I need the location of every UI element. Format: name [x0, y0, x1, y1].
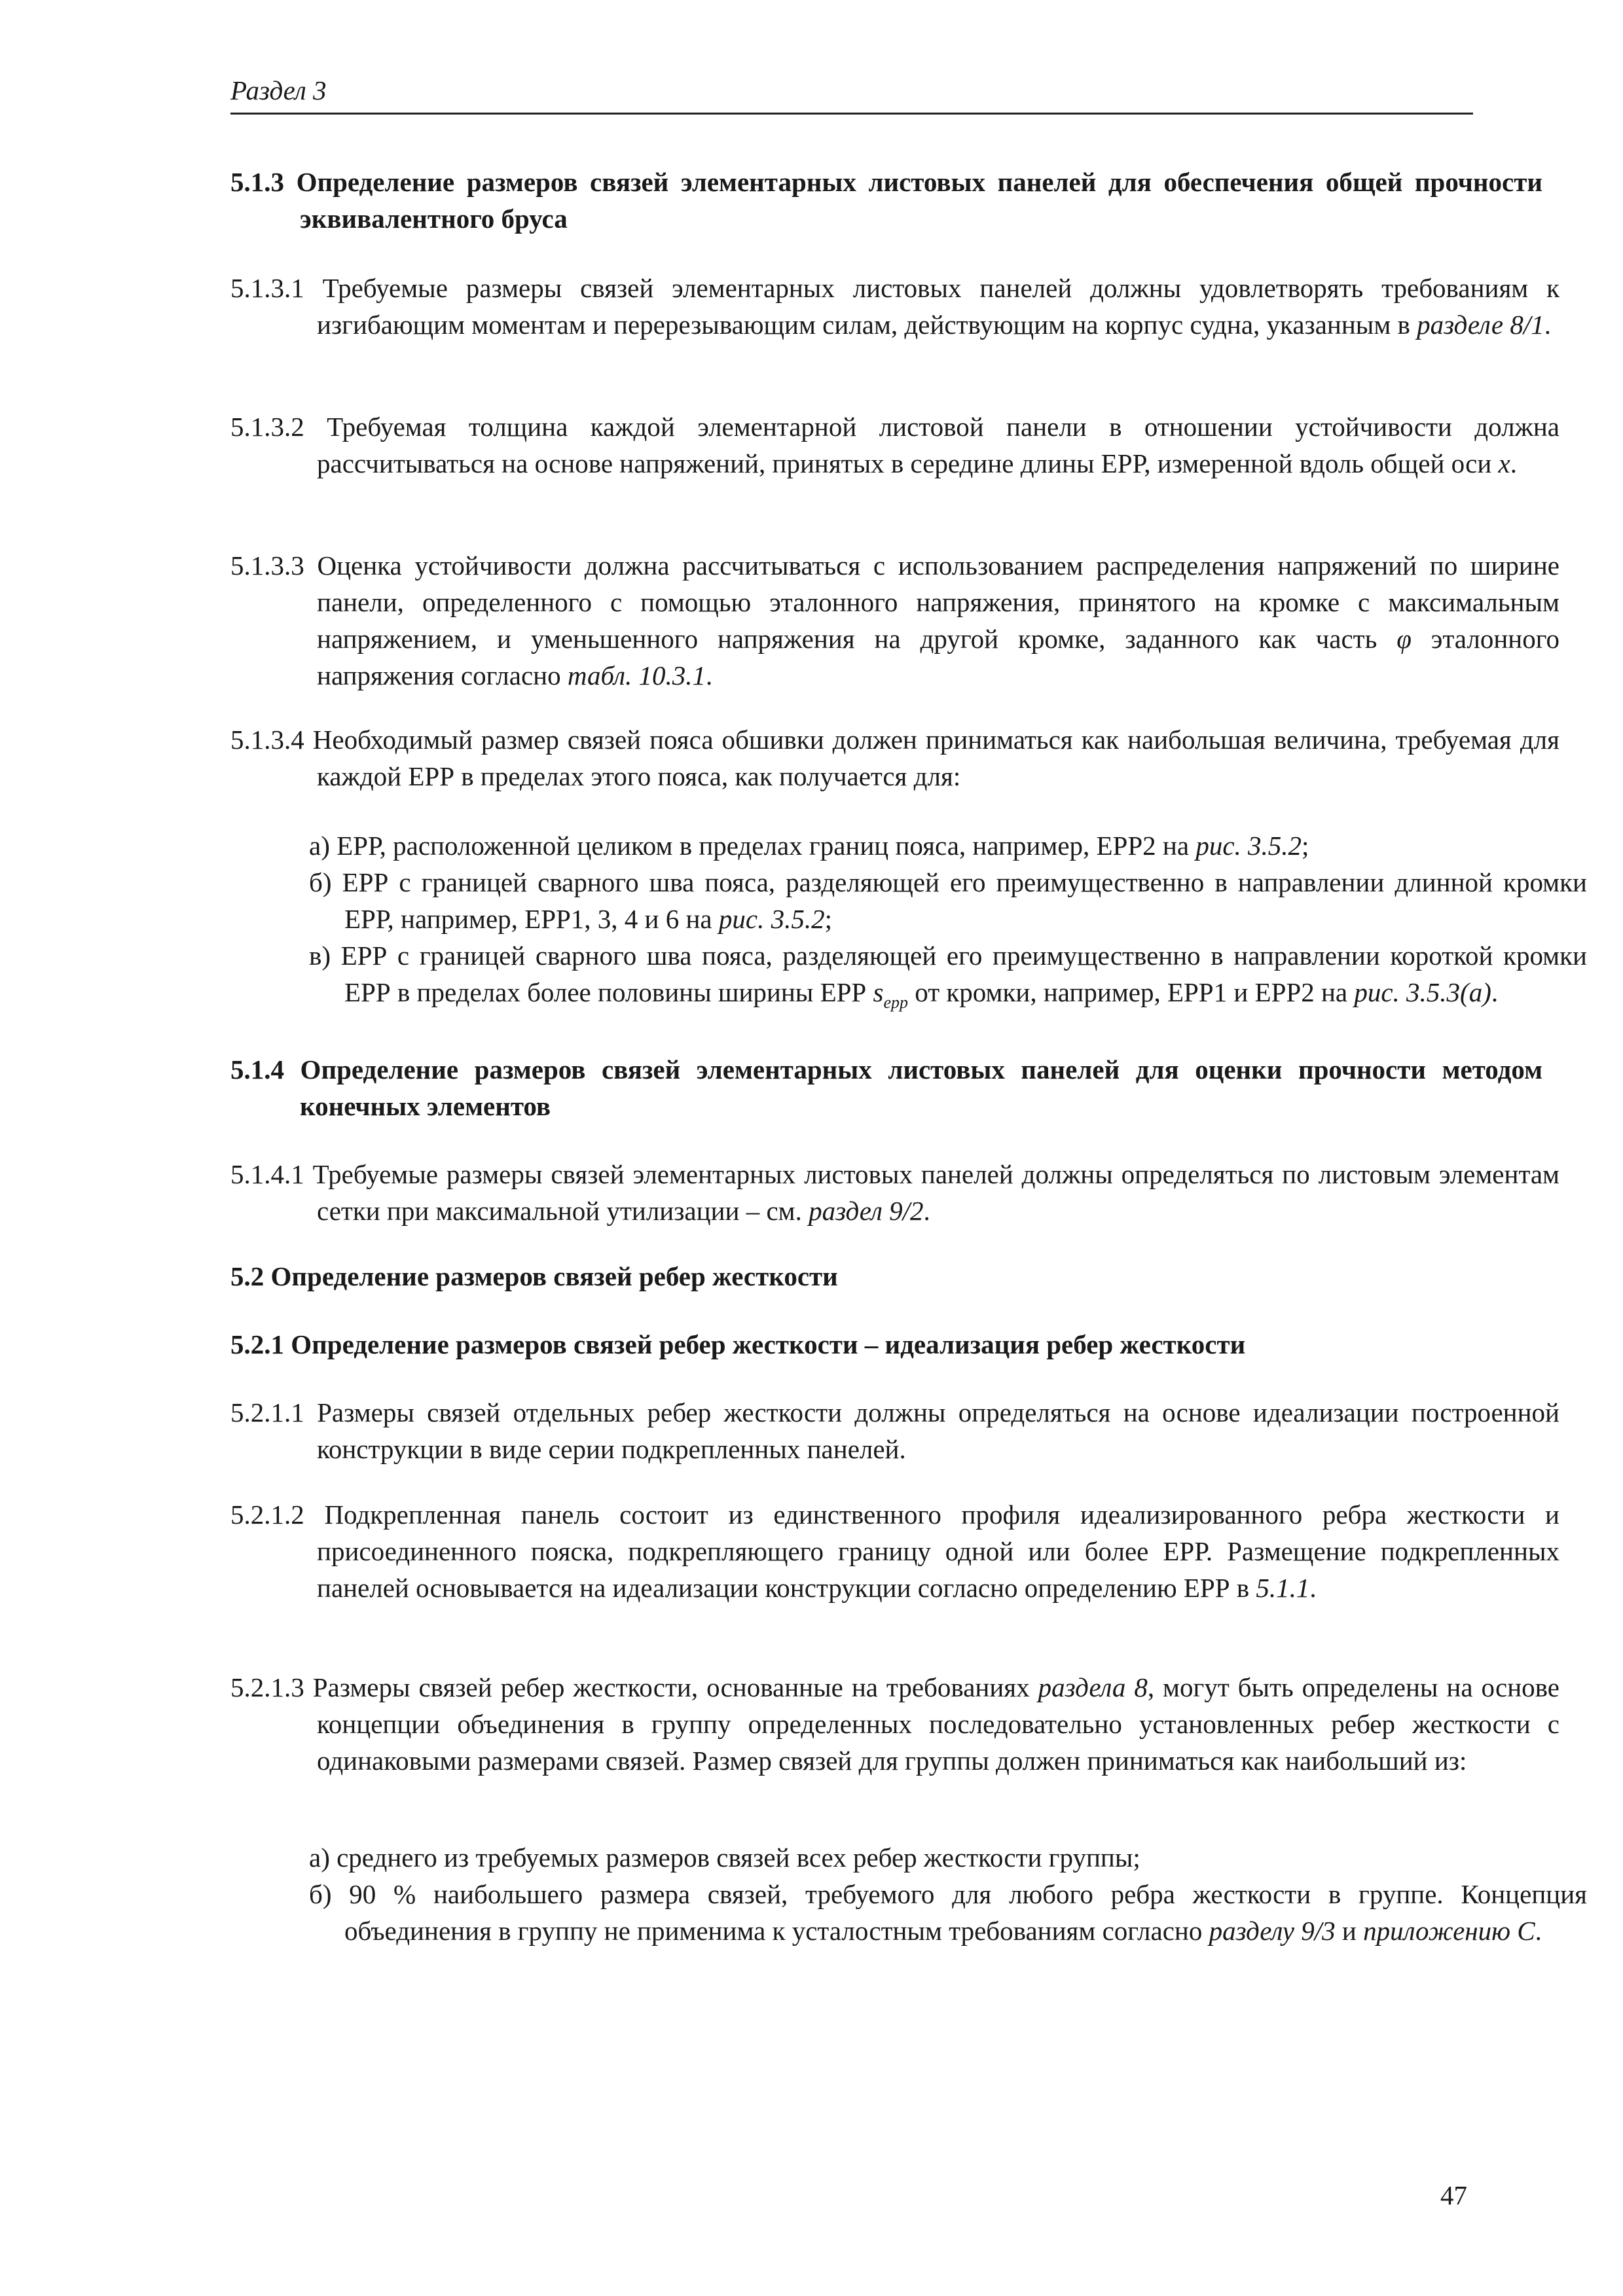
cross-reference: приложению С	[1363, 1916, 1535, 1946]
para-5-2-1-1: 5.2.1.1 Размеры связей отдельных ребер жесткости должны определяться на основе идеализации построенной конструкции в виде серии подкрепленных панелей.	[230, 1397, 1560, 1464]
cross-reference: разделу 9/3	[1209, 1916, 1336, 1946]
cross-reference: табл. 10.3.1	[567, 660, 706, 691]
section-label: Раздел 3	[230, 75, 327, 105]
cross-reference: рис. 3.5.2	[718, 904, 825, 934]
running-header	[230, 72, 1473, 115]
para-5-1-3-1: 5.1.3.1 Требуемые размеры связей элементарных листовых панелей должны удовлетворять требованиям к изгибающим моментам и перерезывающим силам, действующим на корпус судна, указанным в разделе 8/1.	[230, 273, 1560, 340]
cross-reference: раздела 8	[1038, 1672, 1148, 1702]
heading-5-2-1: 5.2.1 Определение размеров связей ребер жесткости – идеализация ребер жесткости	[230, 1329, 1246, 1359]
para-5-1-4-1: 5.1.4.1 Требуемые размеры связей элементарных листовых панелей должны определяться по листовым элементам сетки при максимальной утилизации – см. раздел 9/2.	[230, 1159, 1560, 1226]
page-number: 47	[1440, 2180, 1467, 2210]
cross-reference: раздел 9/2	[809, 1196, 924, 1226]
heading-5-2: 5.2 Определение размеров связей ребер жесткости	[230, 1261, 838, 1291]
cross-reference: рис. 3.5.2	[1195, 831, 1302, 861]
para-5-1-3-4: 5.1.3.4 Необходимый размер связей пояса обшивки должен приниматься как наибольшая величина, требуемая для каждой ЕРР в пределах этого пояса, как получается для:	[230, 725, 1559, 791]
cross-reference: разделе 8/1	[1417, 310, 1544, 340]
list-item-a: а) ЕРР, расположенной целиком в пределах границ пояса, например, ЕРР2 на рис. 3.5.2;	[309, 831, 1309, 861]
list-item-b: б) ЕРР с границей сварного шва пояса, разделяющей его преимущественно в направлении длинной кромки ЕРР, например, ЕРР1, 3, 4 и 6 на рис. 3.5.2;	[309, 867, 1587, 934]
para-5-2-1-3: 5.2.1.3 Размеры связей ребер жесткости, основанные на требованиях раздела 8, могут быть определены на основе концепции объединения в группу определенных последовательно установленных ребер жесткости с одинаковыми размерами связей. Размер связей для группы должен приниматься как наибольший из:	[230, 1672, 1560, 1776]
list-item-b-2: б) 90 % наибольшего размера связей, требуемого для любого ребра жесткости в группе. Концепция объединения в группу не применима к усталостным требованиям согласно разделу 9/3 и приложению С.	[309, 1879, 1587, 1946]
para-5-1-3-3: 5.1.3.3 Оценка устойчивости должна рассчитываться с использованием распределения напряжений по ширине панели, определенного с помощью эталонного напряжения, принятого на кромке с максимальным напряжением, и уменьшенного напряжения на другой кромке, заданного как часть φ эталонного напряжения согласно табл. 10.3.1.	[230, 550, 1560, 691]
cross-reference: 5.1.1	[1256, 1573, 1310, 1603]
heading-5-1-4: 5.1.4 Определение размеров связей элементарных листовых панелей для оценки прочности методом конечных элементов	[230, 1054, 1542, 1121]
para-5-1-3-2: 5.1.3.2 Требуемая толщина каждой элементарной листовой панели в отношении устойчивости должна рассчитываться на основе напряжений, принятых в середине длины ЕРР, измеренной вдоль общей оси x.	[230, 412, 1559, 478]
cross-reference: рис. 3.5.3(a)	[1354, 977, 1491, 1007]
para-5-2-1-2: 5.2.1.2 Подкрепленная панель состоит из единственного профиля идеализированного ребра жесткости и присоединенного пояска, подкрепляющего границу одной или более ЕРР. Размещение подкрепленных панелей основывается на идеализации конструкции согласно определению ЕРР в 5.1.1.	[230, 1499, 1559, 1603]
list-item-a-2: а) среднего из требуемых размеров связей всех ребер жесткости группы;	[309, 1842, 1140, 1873]
heading-5-1-3: 5.1.3 Определение размеров связей элементарных листовых панелей для обеспечения общей прочности эквивалентного бруса	[230, 167, 1542, 234]
document-page	[230, 72, 1587, 1946]
list-item-c: в) ЕРР с границей сварного шва пояса, разделяющей его преимущественно в направлении короткой кромки ЕРР в пределах более половины ширины ЕРР $s_{epp}$ от кромки, например, ЕРР1 и ЕРР2 на рис. 3.5.3(a).	[309, 941, 1587, 1012]
